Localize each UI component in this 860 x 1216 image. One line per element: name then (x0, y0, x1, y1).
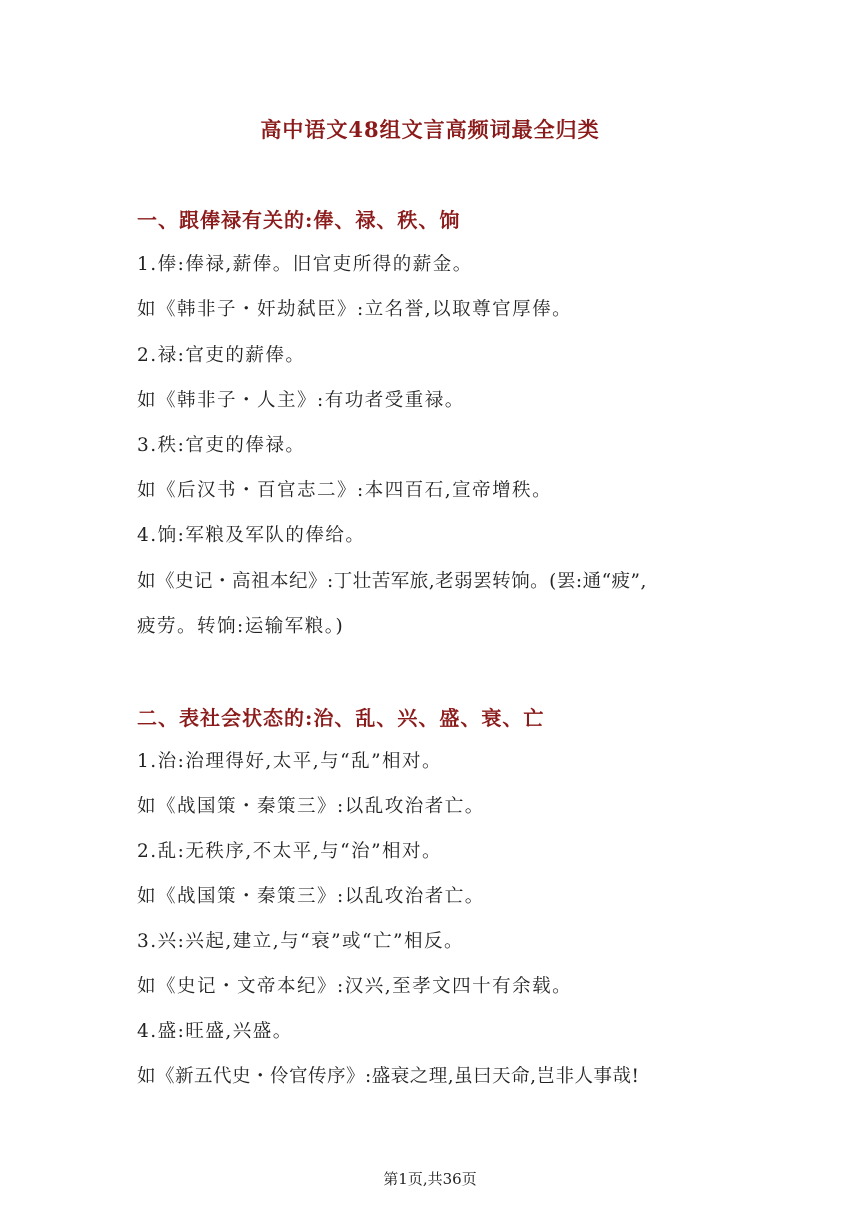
section-heading-1: 一、跟俸禄有关的:俸、禄、秩、饷 (137, 208, 461, 232)
section-1-line-7: 4.饷:军粮及军队的俸给。 (137, 525, 366, 546)
section-2-line-2: 如《战国策・秦策三》:以乱攻治者亡。 (137, 796, 485, 817)
section-1-line-2: 如《韩非子・奸劫弑臣》:立名誉,以取尊官厚俸。 (137, 299, 573, 320)
section-2-line-1: 1.治:治理得好,太平,与“乱”相对。 (137, 751, 443, 772)
section-1-line-6: 如《后汉书・百官志二》:本四百石,宣帝增秩。 (137, 480, 553, 501)
section-2-line-6: 如《史记・文帝本纪》:汉兴,至孝文四十有余载。 (137, 976, 573, 997)
section-2-line-4: 如《战国策・秦策三》:以乱攻治者亡。 (137, 886, 485, 907)
section-heading-2: 二、表社会状态的:治、乱、兴、盛、衰、亡 (137, 706, 545, 730)
section-1-line-1: 1.俸:俸禄,薪俸。旧官吏所得的薪金。 (137, 254, 473, 275)
section-1-line-5: 3.秩:官吏的俸禄。 (137, 435, 306, 456)
section-2-line-7: 4.盛:旺盛,兴盛。 (137, 1021, 293, 1042)
document-title: 高中语文48组文言高频词最全归类 (260, 117, 600, 142)
section-1-line-4: 如《韩非子・人主》:有功者受重禄。 (137, 390, 465, 411)
section-1-line-3: 2.禄:官吏的薪俸。 (137, 345, 306, 366)
section-2-line-5: 3.兴:兴起,建立,与“衰”或“亡”相反。 (137, 931, 464, 952)
section-1-line-9: 疲劳。转饷:运输军粮。) (137, 616, 345, 637)
section-2-line-3: 2.乱:无秩序,不太平,与“治”相对。 (137, 841, 443, 862)
page-number-footer: 第1页,共36页 (383, 1170, 477, 1188)
section-2-line-8: 如《新五代史・伶官传序》:盛衰之理,虽曰天命,岂非人事哉! (137, 1066, 640, 1087)
section-1-line-8: 如《史记・高祖本纪》:丁壮苦军旅,老弱罢转饷。(罢:通“疲”, (137, 571, 647, 592)
